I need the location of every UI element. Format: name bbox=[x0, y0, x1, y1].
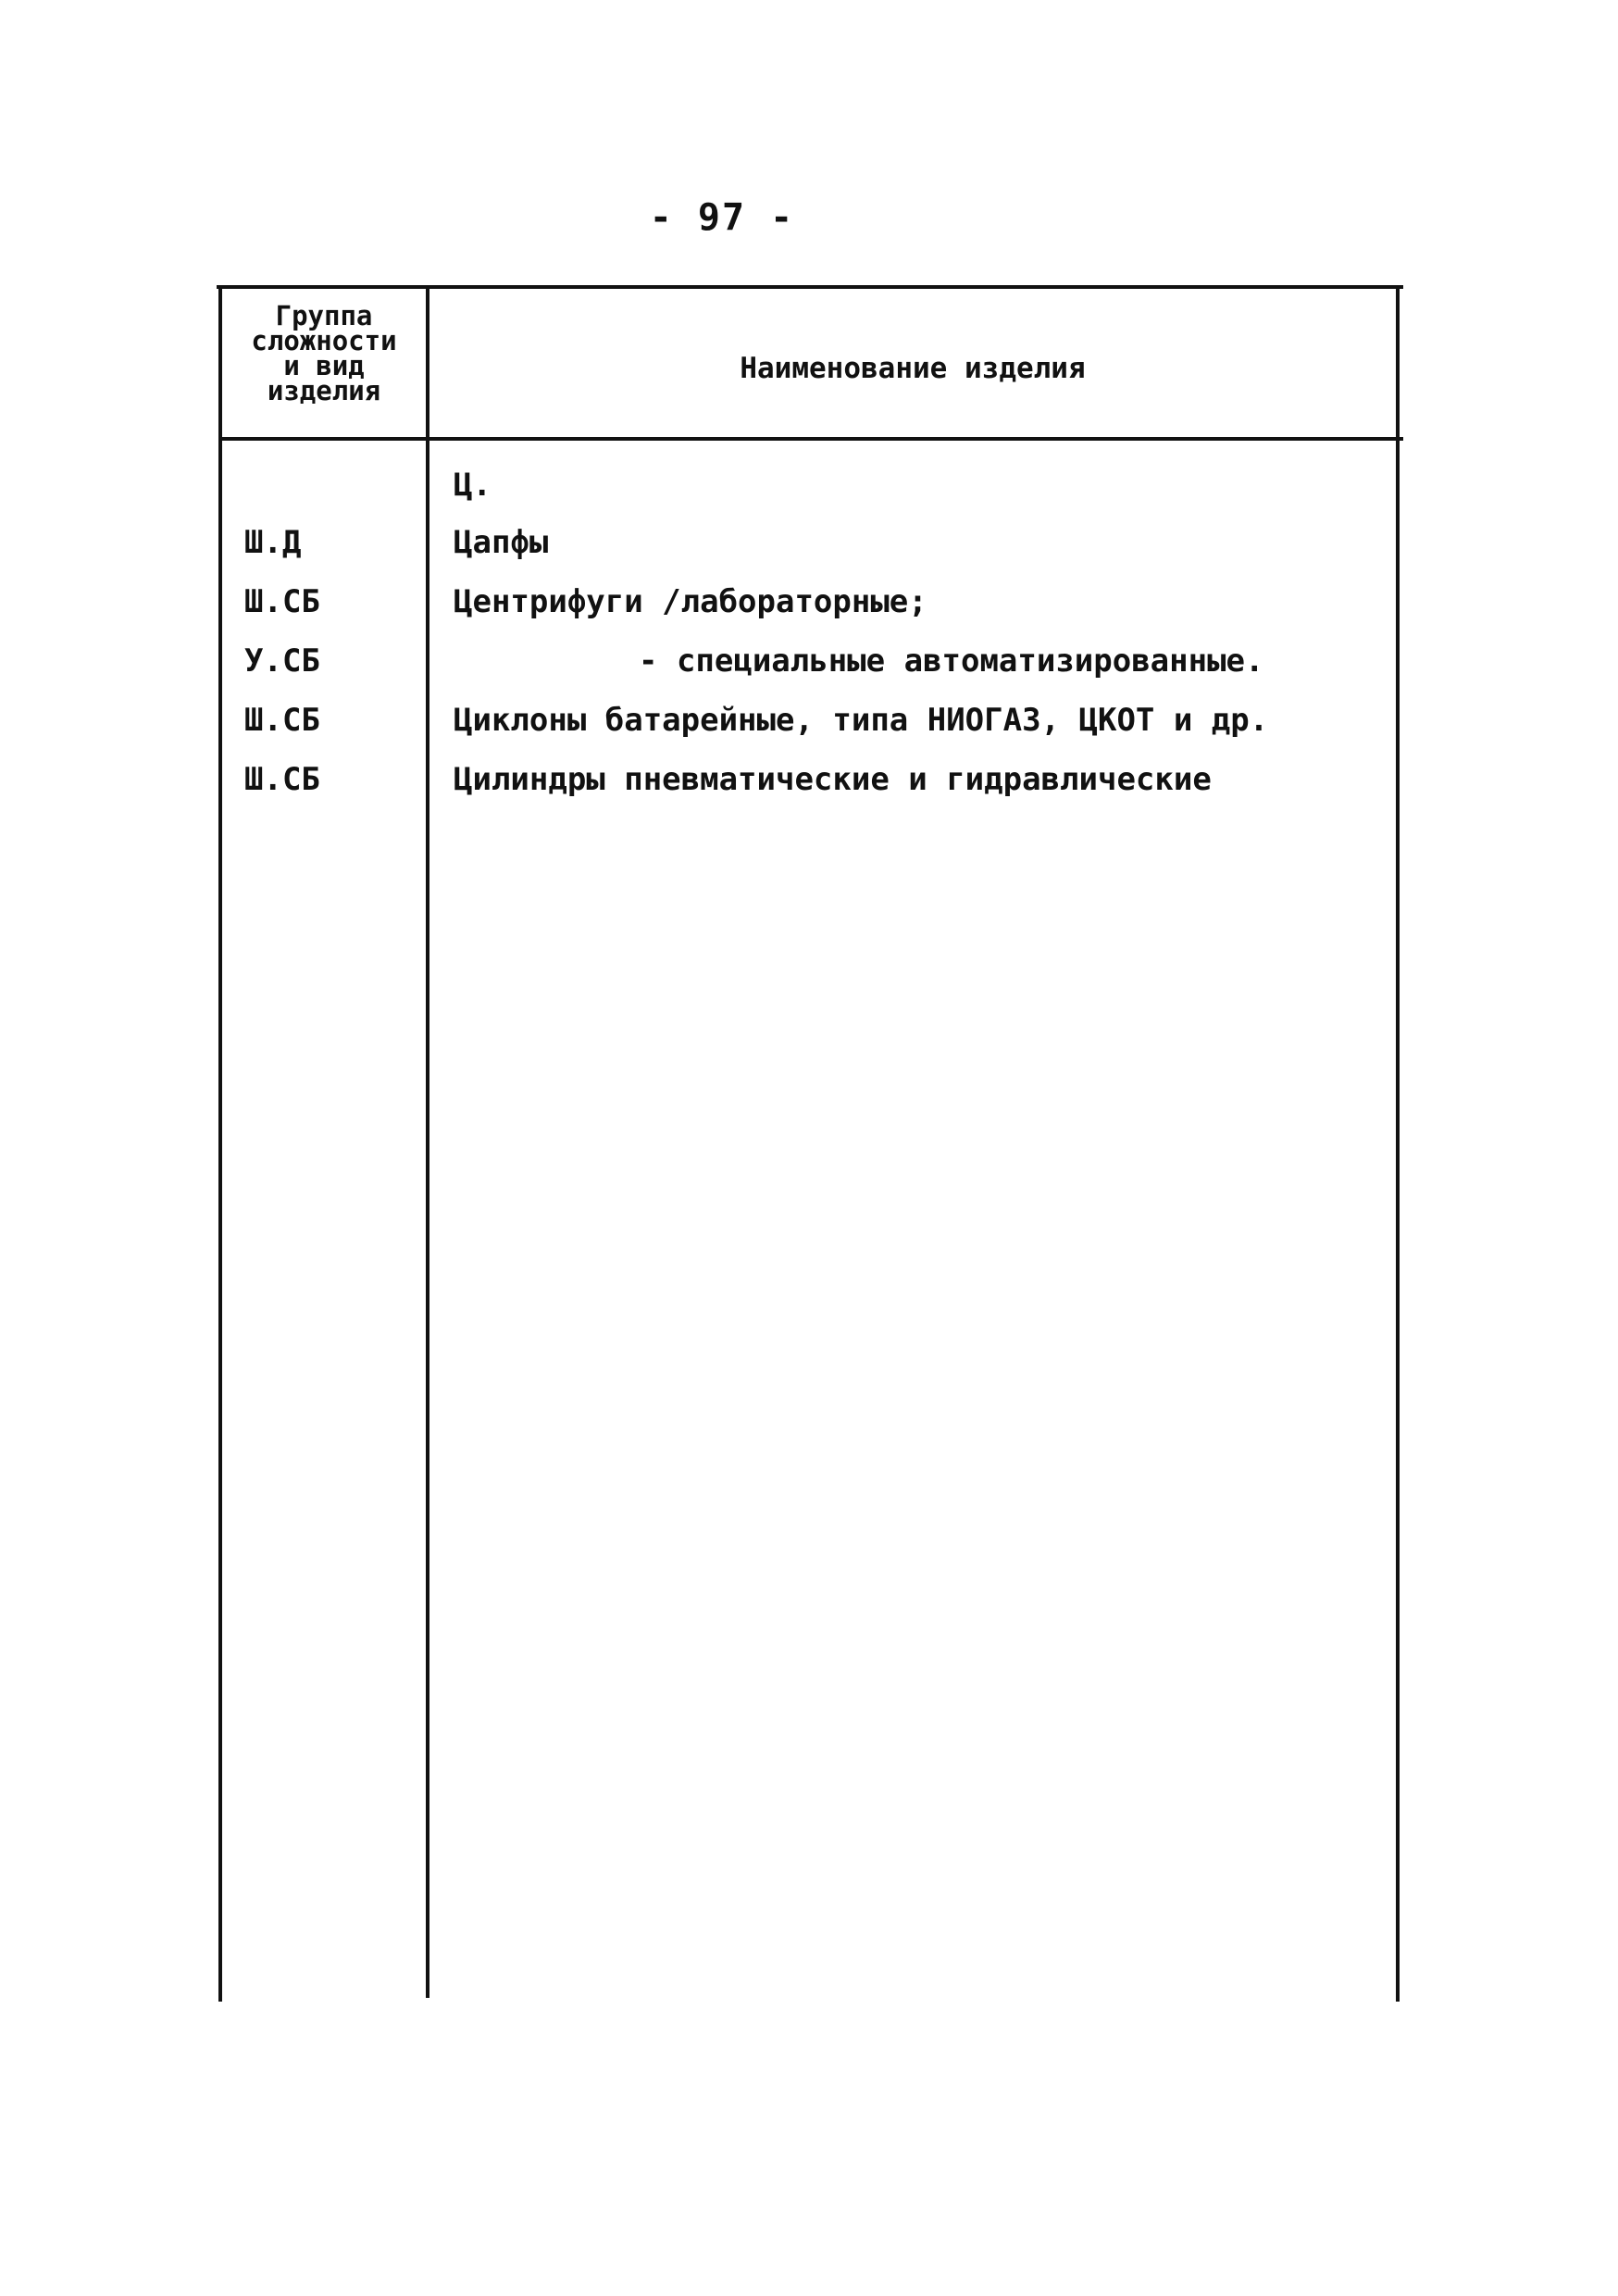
header-complexity-line-4: изделия bbox=[267, 375, 381, 406]
table-top-border bbox=[217, 285, 1403, 289]
row-code: У.СБ bbox=[244, 643, 320, 680]
row-code: Ш.СБ bbox=[244, 702, 320, 739]
product-table bbox=[217, 285, 1403, 2002]
row-name: - специальные автоматизированные. bbox=[639, 643, 1264, 680]
row-code: Ш.СБ bbox=[244, 761, 320, 798]
page-number: - 97 - bbox=[649, 196, 795, 239]
table-row bbox=[217, 702, 1403, 757]
row-name: Циклоны батарейные, типа НИОГАЗ, ЦКОТ и др. bbox=[454, 702, 1269, 739]
table-row bbox=[217, 583, 1403, 639]
table-header-divider bbox=[218, 437, 1403, 441]
header-product-name: Наименование изделия bbox=[740, 352, 1086, 385]
table-row bbox=[217, 524, 1403, 580]
row-code: Ш.СБ bbox=[244, 583, 320, 620]
row-name: Цилиндры пневматические и гидравлические bbox=[454, 761, 1212, 798]
table-row bbox=[217, 467, 1403, 522]
row-code: Ш.Д bbox=[244, 524, 302, 561]
header-complexity-group bbox=[226, 300, 422, 406]
row-name: Ц. bbox=[454, 467, 492, 504]
header-complexity-line-3: и вид bbox=[283, 350, 365, 381]
table-row bbox=[217, 761, 1403, 817]
table-row bbox=[217, 643, 1403, 698]
header-complexity-line-1: Группа bbox=[275, 300, 373, 331]
header-complexity-line-2: сложности bbox=[251, 325, 397, 356]
row-name: Цапфы bbox=[454, 524, 549, 561]
row-name: Центрифуги /лабораторные; bbox=[454, 583, 927, 620]
